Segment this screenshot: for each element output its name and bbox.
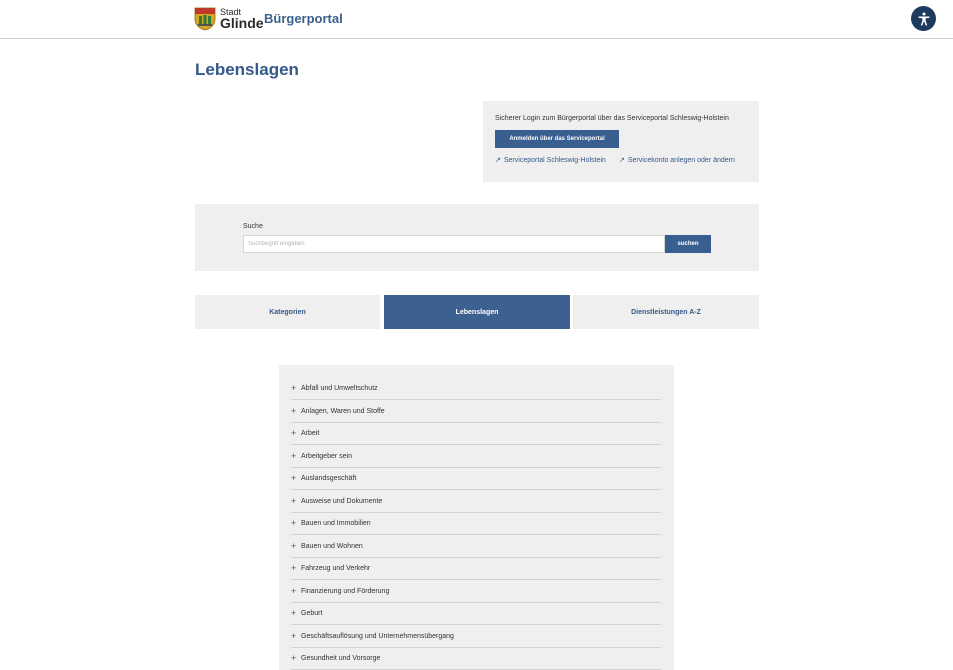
logo-line-2: Glinde bbox=[220, 15, 264, 31]
list-item-label: Geburt bbox=[301, 609, 323, 617]
plus-icon: + bbox=[291, 450, 297, 461]
list-item[interactable] bbox=[291, 445, 661, 468]
plus-icon: + bbox=[291, 562, 297, 573]
portal-title[interactable]: Bürgerportal bbox=[264, 11, 343, 26]
logo-line-1: Stadt bbox=[220, 7, 242, 17]
servicekonto-link[interactable] bbox=[619, 156, 735, 164]
search-button[interactable]: suchen bbox=[665, 235, 711, 253]
list-item[interactable] bbox=[291, 512, 661, 535]
plus-icon: + bbox=[291, 652, 297, 663]
plus-icon: + bbox=[291, 540, 297, 551]
list-item-label: Bauen und Wohnen bbox=[301, 542, 363, 550]
list-item[interactable] bbox=[291, 400, 661, 423]
list-item-label: Finanzierung und Förderung bbox=[301, 587, 390, 595]
external-link-icon: ↗ bbox=[619, 157, 625, 164]
login-panel bbox=[483, 101, 759, 182]
plus-icon: + bbox=[291, 472, 297, 483]
list-item-label: Fahrzeug und Verkehr bbox=[301, 564, 371, 572]
list-item[interactable] bbox=[291, 557, 661, 580]
accessibility-button[interactable] bbox=[911, 6, 936, 31]
accessibility-icon bbox=[917, 12, 931, 26]
tab-dienstleistungen[interactable]: Dienstleistungen A-Z bbox=[573, 295, 759, 329]
plus-icon: + bbox=[291, 405, 297, 416]
list-item-label: Anlagen, Waren und Stoffe bbox=[301, 407, 385, 415]
servicekonto-link-label: Servicekonto anlegen oder ändern bbox=[627, 156, 735, 164]
list-item[interactable] bbox=[291, 377, 661, 400]
page-title: Lebenslagen bbox=[195, 60, 299, 79]
list-item-label: Arbeit bbox=[301, 429, 320, 437]
plus-icon: + bbox=[291, 607, 297, 618]
list-item[interactable] bbox=[291, 647, 661, 670]
list-item-label: Abfall und Umweltschutz bbox=[301, 384, 378, 392]
plus-icon: + bbox=[291, 630, 297, 641]
serviceportal-link-label: Serviceportal Schleswig-Holstein bbox=[503, 156, 606, 164]
tab-lebenslagen[interactable]: Lebenslagen bbox=[384, 295, 570, 329]
list-item[interactable] bbox=[291, 602, 661, 625]
plus-icon: + bbox=[291, 382, 297, 393]
login-button[interactable]: Anmelden über das Serviceportal bbox=[495, 130, 619, 148]
list-item-label: Gesundheit und Vorsorge bbox=[301, 654, 381, 662]
search-panel bbox=[195, 204, 759, 271]
list-item-label: Arbeitgeber sein bbox=[301, 452, 352, 460]
site-header bbox=[0, 0, 953, 39]
login-description: Sicherer Login zum Bürgerportal über das Serviceportal Schleswig-Holstein bbox=[495, 115, 729, 122]
plus-icon: + bbox=[291, 427, 297, 438]
list-item-label: Geschäftsauflösung und Unternehmensübergang bbox=[301, 632, 454, 640]
list-item[interactable] bbox=[291, 490, 661, 513]
list-item[interactable] bbox=[291, 467, 661, 490]
plus-icon: + bbox=[291, 585, 297, 596]
external-link-icon: ↗ bbox=[495, 157, 501, 164]
list-item[interactable] bbox=[291, 422, 661, 445]
plus-icon: + bbox=[291, 495, 297, 506]
lebenslagen-list bbox=[279, 365, 674, 670]
coat-of-arms-icon bbox=[194, 7, 216, 31]
list-item-label: Bauen und Immobilien bbox=[301, 519, 371, 527]
logo-wordmark bbox=[220, 8, 264, 30]
list-item-label: Auslandsgeschäft bbox=[301, 474, 357, 482]
list-item[interactable] bbox=[291, 580, 661, 603]
list-item[interactable] bbox=[291, 625, 661, 648]
stadt-glinde-logo[interactable] bbox=[194, 6, 264, 32]
search-label: Suche bbox=[243, 223, 263, 230]
search-input[interactable] bbox=[243, 235, 665, 253]
tab-kategorien[interactable]: Kategorien bbox=[195, 295, 380, 329]
serviceportal-link[interactable] bbox=[495, 156, 606, 164]
list-item[interactable] bbox=[291, 535, 661, 558]
list-item-label: Ausweise und Dokumente bbox=[301, 497, 383, 505]
plus-icon: + bbox=[291, 517, 297, 528]
